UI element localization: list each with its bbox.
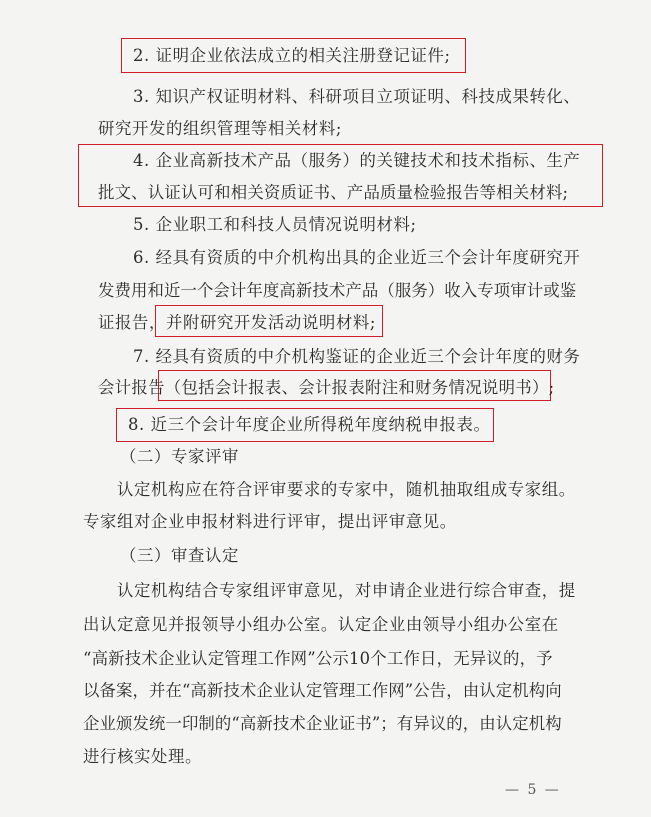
text-line-approval-2: 出认定意见并报领导小组办公室。认定企业由领导小组办公室在 (83, 615, 559, 634)
page-number: — 5 — (505, 782, 561, 798)
section-heading-review-approval: （三）审查认定 (120, 546, 239, 565)
text-line-item-4a: 4. 企业高新技术产品（服务）的关键技术和技术指标、生产 (133, 151, 581, 170)
text-line-approval-3: “高新技术企业认定管理工作网”公示10个工作日，无异议的，予 (83, 649, 553, 668)
text-line-item-6c: 证报告，并附研究开发活动说明材料; (98, 313, 376, 332)
text-line-item-7a: 7. 经具有资质的中介机构鉴证的企业近三个会计年度的财务 (133, 347, 581, 366)
section-heading-expert-review: （二）专家评审 (120, 447, 239, 466)
text-line-item-5: 5. 企业职工和科技人员情况说明材料; (133, 215, 417, 234)
text-line-item-7b: 会计报告（包括会计报表、会计报表附注和财务情况说明书）; (98, 378, 555, 397)
text-line-approval-1: 认定机构结合专家组评审意见，对申请企业进行综合审查，提 (117, 581, 576, 600)
text-line-item-6a: 6. 经具有资质的中介机构出具的企业近三个会计年度研究开 (133, 248, 581, 267)
text-line-item-3a: 3. 知识产权证明材料、科研项目立项证明、科技成果转化、 (133, 87, 581, 106)
text-line-item-4b: 批文、认证认可和相关资质证书、产品质量检验报告等相关材料; (98, 183, 569, 202)
text-line-approval-6: 进行核实处理。 (83, 747, 202, 766)
text-line-item-6b: 发费用和近一个会计年度高新技术产品（服务）收入专项审计或鉴 (98, 281, 577, 300)
text-line-expert-1: 认定机构应在符合评审要求的专家中，随机抽取组成专家组。 (117, 480, 576, 499)
text-line-approval-4: 以备案，并在“高新技术企业认定管理工作网”公告，由认定机构向 (83, 681, 562, 700)
text-line-expert-2: 专家组对企业申报材料进行评审，提出评审意见。 (83, 512, 457, 531)
text-line-item-2: 2. 证明企业依法成立的相关注册登记证件; (133, 46, 451, 65)
text-line-item-8: 8. 近三个会计年度企业所得税年度纳税申报表。 (128, 415, 491, 434)
text-line-approval-5: 企业颁发统一印制的“高新技术企业证书”；有异议的，由认定机构 (83, 714, 562, 733)
text-line-item-3b: 研究开发的组织管理等相关材料; (98, 119, 342, 138)
